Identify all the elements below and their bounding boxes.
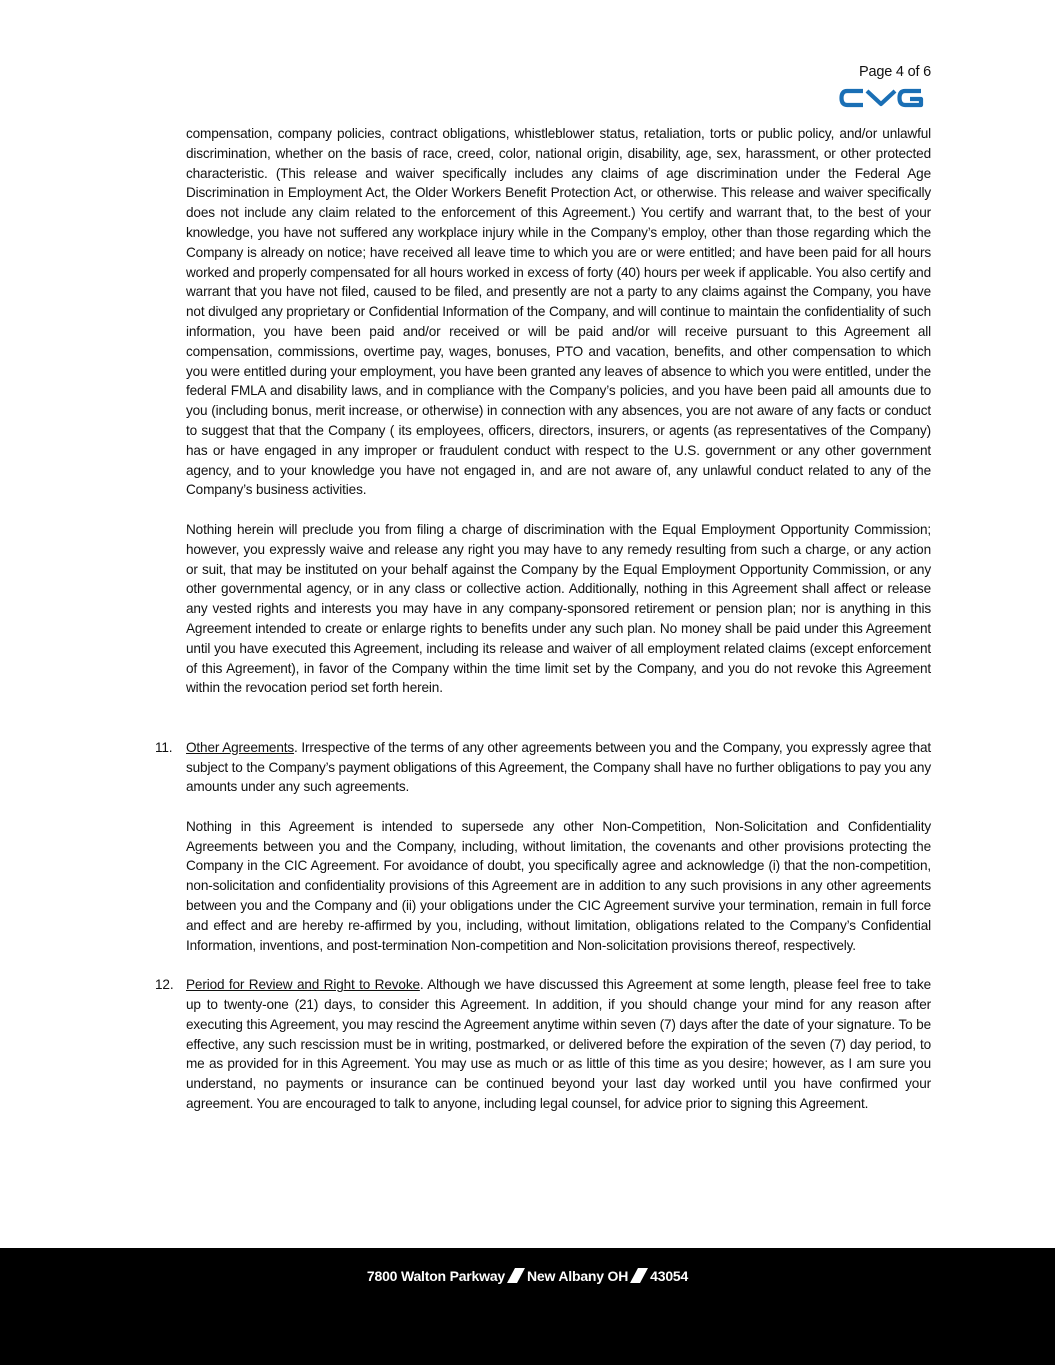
slash-separator-icon <box>630 1268 648 1283</box>
section-12-review-revoke <box>155 975 932 1114</box>
footer-address <box>0 1268 1055 1284</box>
section-11-other-agreements <box>155 738 931 956</box>
paragraph-eeoc-charge: Nothing herein will preclude you from filing a charge of discrimination with the Equal Employment Opportunity Commission; however, you expressly waive and release any right you may have to any remedy resulting from such a charge, or any action or suit, that may be instituted on your behalf against the Company by the Equal Employment Opportunity Commission, or any other governmental agency, or in any class or collective action. Additionally, nothing in this Agreement shall affect or release any vested rights and interests you may have in any company-sponsored retirement or pension plan; nor is anything in this Agreement intended to create or enlarge rights to benefits under any such plan. No money shall be paid under this Agreement until you have executed this Agreement, including its release and waiver of all employment related claims (except enforcement of this Agreement), in favor of the Company within the time limit set by the Company, and you do not revoke this Agreement within the revocation period set forth herein. <box>186 521 931 696</box>
footer-street: 7800 Walton Parkway <box>366 1268 506 1284</box>
page-number: Page 4 of 6 <box>859 64 931 80</box>
section-heading: Other Agreements <box>186 739 295 755</box>
section-number: 11. <box>155 739 173 755</box>
section-number: 12. <box>155 977 174 993</box>
paragraph-release-waiver: compensation, company policies, contract obligations, whistleblower status, retaliation, torts or public policy, and/or unlawful discrimination, whether on the basis of race, creed, color, national origin, disability, age, sex, harassment, or other protected characteristic. (This release and waiver specifically includes any claims of age discrimination under the Federal Age Discrimination in Employment Act, the Older Workers Benefit Protection Act, or otherwise. This release and waiver specifically does not include any claim related to the enforcement of this Agreement.) You certify and warrant that, to the best of your knowledge, you have not suffered any workplace injury while in the Company’s employ, other than those regarding which the Company is already on notice; have received all leave time to which you are or were entitled; and have been paid for all hours worked and properly compensated for all hours worked in excess of forty (40) hours per week if applicable. You also certify and warrant that you have not filed, caused to be filed, and presently are not a party to any claims against the Company, you have not divulged any proprietary or Confidential Information of the Company, and will continue to maintain the confidentiality of such information, you have been paid and/or received or will be paid and/or will receive pursuant to this Agreement all compensation, commissions, overtime pay, wages, bonuses, PTO and vacation, benefits, and other compensation to which you were entitled during your employment, you have been granted any leaves of absence to which you were entitled, under the federal FMLA and disability laws, and in compliance with the Company’s policies, and you have been paid all amounts due to you (including bonus, merit increase, or otherwise) in connection with any absences, you are not aware of any facts or conduct to suggest that that the Company ( its employees, officers, directors, insurers, or agents (as representatives of the Company) has or have engaged in any improper or fraudulent conduct with respect to the U.S. government or any other government agency, and to your knowledge you have not engaged in, and are not aware of, any unlawful conduct related to any of the Company’s business activities. <box>186 126 931 498</box>
document-body <box>155 124 932 1134</box>
footer-zip: 43054 <box>650 1268 689 1284</box>
section-11-text <box>186 738 931 797</box>
section-11-body: . Irrespective of the terms of any other agreements between you and the Company, you expressly agree that subject to the Company’s payment obligations of this Agreement, the Company shall have no further obligations to pay you any amounts under any such agreements. <box>186 739 931 795</box>
footer-bar <box>0 1248 1055 1365</box>
footer-city: New Albany OH <box>527 1268 629 1284</box>
section-12-text <box>186 975 931 1114</box>
cvg-logo <box>839 88 925 108</box>
paragraph-non-competition: Nothing in this Agreement is intended to supersede any other Non-Competition, Non-Solicitation and Confidentiality Agreements between you and the Company, including, without limitation, the covenants and other provisions protecting the Company in the CIC Agreement. For avoidance of doubt, you specifically agree and acknowledge (i) that the non-competition, non-solicitation and confidentiality provisions of this Agreement are in addition to any such provisions in any other agreements between you and the Company and (ii) your obligations under the CIC Agreement survive your termination, remain in full force and effect and are hereby re-affirmed by you, including, without limitation, obligations related to the Company’s Confidential Information, inventions, and post-termination Non-competition and Non-solicitation provisions thereof, respectively. <box>186 818 931 953</box>
section-heading: Period for Review and Right to Revoke <box>186 977 420 993</box>
slash-separator-icon <box>507 1268 525 1283</box>
section-12-body: . Although we have discussed this Agreement at some length, please feel free to take up to twenty-one (21) days, to consider this Agreement. In addition, if you should change your mind for any reason after executing this Agreement, you may rescind the Agreement anytime within seven (7) days after the date of your signature. To be effective, any such rescission must be in writing, postmarked, or delivered before the expiration of the seven (7) day period, to me as provided for in this Agreement. You may use as much or as little of this time as you desire; however, as I am sure you understand, no payments or insurance can be continued beyond your last day worked until you have confirmed your agreement. You are encouraged to talk to anyone, including legal counsel, for advice prior to signing this Agreement. <box>186 977 932 1112</box>
